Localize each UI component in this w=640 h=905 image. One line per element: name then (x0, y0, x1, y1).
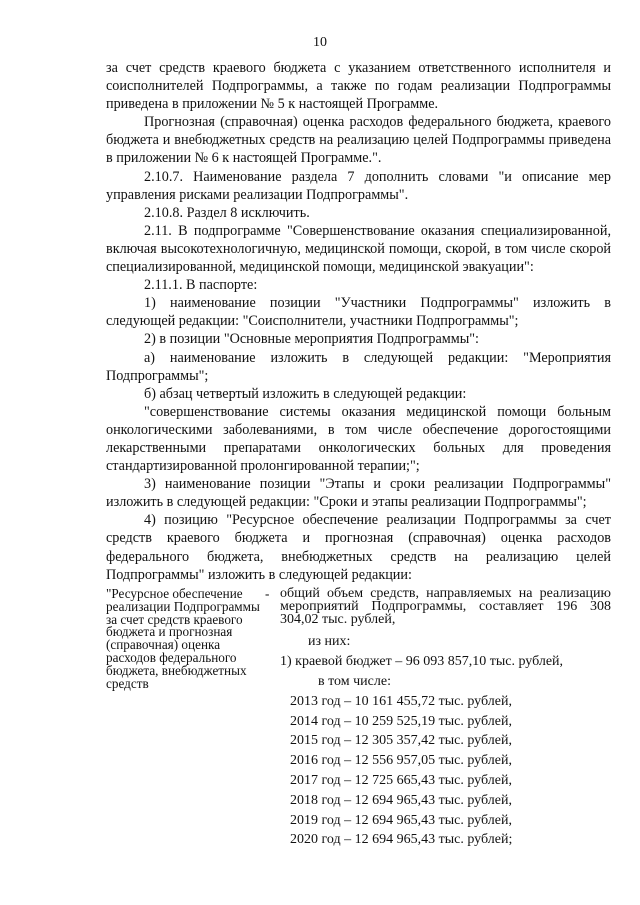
document-body (106, 59, 611, 584)
paragraph: 2.10.7. Наименование раздела 7 дополнить словами "и описание мер управления рисками реализации Подпрограммы". (106, 168, 611, 203)
regional-budget: 1) краевой бюджет – 96 093 857,10 тыс. рублей, (280, 654, 564, 670)
paragraph: за счет средств краевого бюджета с указанием ответственного исполнителя и соисполнителей Подпрограммы, а также по годам реализации Подпрограммы приведена в приложении № 5 к настоящей Программе. (106, 60, 611, 113)
total-funding: общий объем средств, направляемых на реализацию мероприятий Подпрограммы, составляет 196 308 304,02 тыс. рублей, (280, 586, 611, 627)
year-row: 2018 год – 12 694 965,43 тыс. рублей, (290, 792, 512, 808)
paragraph: 1) наименование позиции "Участники Подпрограммы" изложить в следующей редакции: "Соисполнители, участники Подпрограммы"; (106, 295, 611, 330)
year-row: 2014 год – 10 259 525,19 тыс. рублей, (290, 713, 512, 729)
paragraph: 2.10.8. Раздел 8 исключить. (144, 204, 310, 221)
paragraph: "совершенствование системы оказания медицинской помощи больным онкологическими заболеваниями, в том числе обеспечение дорогостоящими лекарственными препаратами онкологических больных для проведения стандартизированной пролонгированной терапии;"; (106, 403, 611, 475)
paragraph: 2) в позиции "Основные мероприятия Подпрограммы": (144, 331, 479, 348)
year-row: 2019 год – 12 694 965,43 тыс. рублей, (290, 812, 512, 828)
paragraph: 3) наименование позиции "Этапы и сроки реализации Подпрограммы" изложить в следующей редакции: "Сроки и этапы реализации Подпрограммы"; (106, 476, 611, 511)
year-row: 2013 год – 10 161 455,72 тыс. рублей, (290, 693, 512, 709)
paragraph: б) абзац четвертый изложить в следующей редакции: (144, 385, 467, 402)
paragraph: 4) позицию "Ресурсное обеспечение реализации Подпрограммы за счет средств краевого бюджета и прогнозная (справочная) оценка расходов федерального бюджета, внебюджетных средств на реализацию целей Подпрограммы" изложить в следующей редакции: (106, 512, 611, 583)
year-row: 2016 год – 12 556 957,05 тыс. рублей, (290, 753, 512, 769)
passport-position (106, 588, 611, 848)
passport-value (280, 588, 611, 850)
page-number: 10 (313, 35, 327, 50)
paragraph: а) наименование изложить в следующей редакции: "Мероприятия Подпрограммы"; (106, 349, 611, 384)
of-them-label: из них: (308, 634, 351, 650)
year-row: 2015 год – 12 305 357,42 тыс. рублей, (290, 733, 512, 749)
year-row: 2017 год – 12 725 665,43 тыс. рублей, (290, 772, 512, 788)
paragraph: 2.11. В подпрограмме "Совершенствование оказания специализированной, включая высокотехнологичную, медицинской помощи, скорой, в том числе скорой специализированной, медицинской помощи, медицинской эвакуации": (106, 222, 611, 276)
paragraph: Прогнозная (справочная) оценка расходов федерального бюджета, краевого бюджета и внебюджетных средств на реализацию целей Подпрограммы приведена в приложении № 6 к настоящей Программе.". (106, 114, 611, 167)
paragraph: 2.11.1. В паспорте: (144, 277, 258, 294)
year-row: 2020 год – 12 694 965,43 тыс. рублей; (290, 832, 513, 848)
including-label: в том числе: (318, 673, 391, 689)
passport-dash: - (265, 586, 270, 601)
passport-label: "Ресурсное обеспечение реализации Подпрограммы за счет средств краевого бюджета и прогнозная (справочная) оценка расходов федерального бюджета, внебюджетных средств (106, 586, 260, 691)
